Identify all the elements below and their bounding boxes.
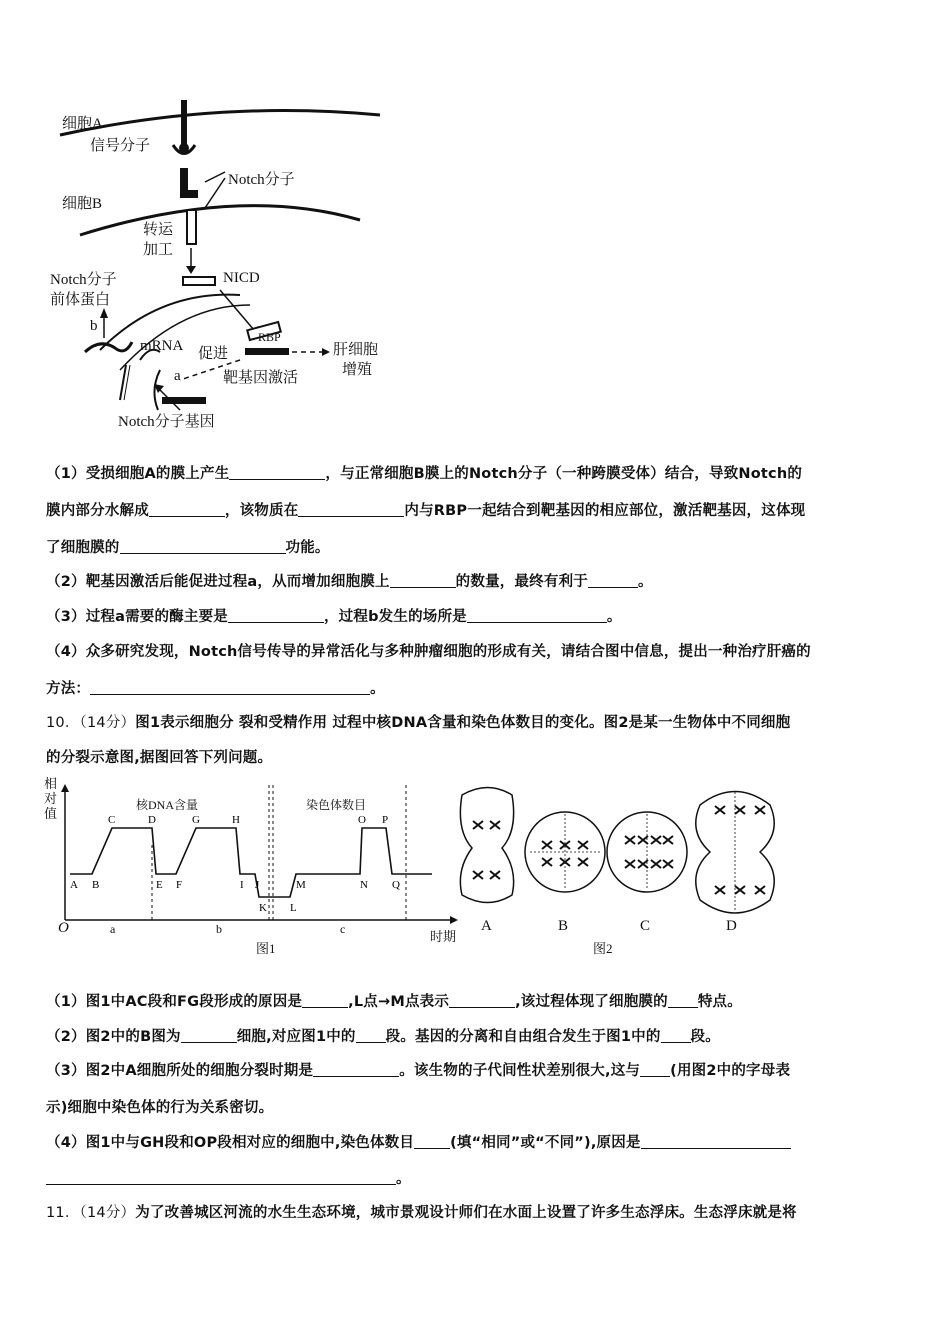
label-transport-2: 加工 <box>143 242 174 258</box>
answer-blank[interactable] <box>588 573 638 588</box>
point-label: I <box>240 879 244 891</box>
chromosome <box>490 821 500 829</box>
point-label: L <box>290 902 297 914</box>
notch-signaling-figure <box>40 90 400 440</box>
chromosome <box>542 841 552 849</box>
q9-p1-text-g: 功能。 <box>285 540 330 556</box>
q10-p1-text-c: ,该过程体现了细胞膜的 <box>515 994 668 1010</box>
q9-p1-text-b: ，与正常细胞B膜上的Notch分子（一种跨膜受体）结合，导致Notch的 <box>325 466 803 482</box>
label-a: a <box>174 368 181 384</box>
chromosome <box>755 886 765 894</box>
cell-label-b: B <box>558 918 569 934</box>
answer-blank[interactable] <box>229 465 325 480</box>
q9-p1-text-f: 了细胞膜的 <box>46 540 120 556</box>
notch-molecule <box>180 168 188 198</box>
label-cell-b: 细胞B <box>62 196 103 212</box>
answer-blank[interactable] <box>228 608 324 623</box>
label-precursor-1: Notch分子 <box>50 272 117 288</box>
nicd-rect <box>183 277 215 285</box>
q9-part4-line1 <box>46 640 811 661</box>
point-label: C <box>108 814 116 826</box>
q9-p4-text-c: 。 <box>370 681 385 697</box>
chromosome <box>473 821 483 829</box>
q9-p1-text-c: 膜内部分水解成 <box>46 503 149 519</box>
chromosome <box>638 836 648 844</box>
q10-p2-text-d: 段。 <box>690 1029 720 1045</box>
chromosome <box>715 886 725 894</box>
q11-header-text: 为了改善城区河流的水生生态环境，城市景观设计师们在水面上设置了许多生态浮床。生态浮床就是将 <box>135 1205 797 1221</box>
q10-header <box>46 711 790 732</box>
figure-1-title: 图1 <box>256 941 276 956</box>
q9-p1-text-d: ，该物质在 <box>224 503 299 519</box>
target-gene <box>245 348 289 355</box>
answer-blank[interactable] <box>668 993 698 1008</box>
cell-a <box>460 788 513 903</box>
answer-blank[interactable] <box>449 993 515 1008</box>
stage-c-label: c <box>340 922 346 936</box>
mrna-strand <box>85 342 132 352</box>
q9-p4-text-b: 方法： <box>46 681 91 697</box>
answer-blank[interactable] <box>298 502 404 517</box>
notch-vesicle <box>187 210 196 244</box>
chromosome <box>473 871 483 879</box>
q10-header-text: 图1表示细胞分 裂和受精作用 过程中核DNA含量和染色体数目的变化。图2是某一生物体中不同细胞 <box>135 715 791 731</box>
q10-part4-line1 <box>46 1131 791 1152</box>
q10-p2-text-a: （2）图2中的B图为 <box>46 1029 181 1045</box>
point-label: E <box>156 879 163 891</box>
answer-blank[interactable] <box>661 1028 691 1043</box>
chromosome <box>625 836 635 844</box>
point-label: P <box>382 814 389 826</box>
q10-p3-text-b: 。该生物的子代间性状差别很大,这与 <box>399 1063 641 1079</box>
point-label: D <box>148 814 156 826</box>
dna-annotation: 核DNA含量 <box>136 798 198 812</box>
cell-label-c: C <box>640 918 651 934</box>
label-rbp: RBP <box>258 330 281 344</box>
label-activation: 靶基因激活 <box>223 370 299 386</box>
label-signal: 信号分子 <box>90 138 151 154</box>
q9-part4-line2 <box>46 677 385 698</box>
chromosome <box>625 860 635 868</box>
q10-p4-text-b: (填“相同”或“不同”),原因是 <box>450 1135 641 1151</box>
cell-a-membrane <box>60 111 380 136</box>
answer-blank[interactable] <box>149 502 225 517</box>
answer-blank[interactable] <box>467 608 607 623</box>
point-label: F <box>176 879 183 891</box>
label-precursor-2: 前体蛋白 <box>50 292 111 308</box>
point-label: O <box>358 814 366 826</box>
label-notch: Notch分子 <box>228 172 295 188</box>
chromosome <box>542 858 552 866</box>
figure-2-title: 图2 <box>593 941 613 956</box>
q10-p2-text-b: 细胞,对应图1中的 <box>236 1029 356 1045</box>
q10-figures <box>40 770 920 970</box>
q10-part3-line2 <box>46 1096 273 1117</box>
q10-p3-text-c: (用图2中的字母表 <box>670 1063 791 1079</box>
chromosome <box>715 806 725 814</box>
q9-p3-text-c: 。 <box>606 609 622 625</box>
label-liver-2: 增殖 <box>342 362 373 378</box>
answer-blank[interactable] <box>46 1170 396 1185</box>
cell-label-a: A <box>481 918 492 934</box>
stage-a-label: a <box>110 922 116 936</box>
chromosome <box>735 886 745 894</box>
point-label: N <box>360 879 368 891</box>
signal-rod <box>181 100 187 150</box>
q9-part3 <box>46 605 622 626</box>
chromosome <box>651 836 661 844</box>
q11-header <box>46 1201 797 1222</box>
q10-p4-text-c: 。 <box>396 1171 411 1187</box>
q10-p3-text-d: 示)细胞中染色体的行为关系密切。 <box>46 1100 274 1116</box>
answer-blank[interactable] <box>356 1028 386 1043</box>
label-mrna: mRNA <box>140 338 184 354</box>
q10-part4-line2 <box>46 1167 411 1188</box>
answer-blank[interactable] <box>181 1028 237 1043</box>
point-label: Q <box>392 879 400 891</box>
series-line <box>70 828 432 897</box>
point-label: B <box>92 879 100 891</box>
q10-part2 <box>46 1025 720 1046</box>
point-label: M <box>296 879 306 891</box>
q10-header-line2 <box>46 746 272 767</box>
point-label: H <box>232 814 240 826</box>
answer-blank[interactable] <box>414 1134 450 1149</box>
cell-label-d: D <box>726 918 737 934</box>
notch-gene <box>162 397 206 404</box>
q10-p2-text-c: 段。基因的分离和自由组合发生于图1中的 <box>385 1029 661 1045</box>
label-nicd: NICD <box>223 270 260 286</box>
y-axis-label: 相对值 <box>44 776 58 821</box>
q9-p2-text-c: 。 <box>637 574 653 590</box>
q9-p4-text-a: （4）众多研究发现，Notch信号传导的异常活化与多种肿瘤细胞的形成有关，请结合图中信息，提出一种治疗肝癌的 <box>46 644 811 660</box>
chromosome <box>490 871 500 879</box>
answer-blank[interactable] <box>90 680 370 695</box>
chromosome <box>755 806 765 814</box>
q10-p1-text-d: 特点。 <box>697 994 742 1010</box>
q9-part1-line1 <box>46 462 802 483</box>
chromosome <box>663 836 673 844</box>
answer-blank[interactable] <box>390 573 456 588</box>
q10-part1 <box>46 990 742 1011</box>
cell-b-membrane <box>80 206 360 235</box>
origin-label: O <box>58 920 69 936</box>
chromosome <box>578 858 588 866</box>
answer-blank[interactable] <box>313 1062 399 1077</box>
chromosome <box>638 860 648 868</box>
chromosome <box>578 841 588 849</box>
q10-number: 10．（14分） <box>46 715 136 731</box>
q9-part2 <box>46 570 653 591</box>
q9-part1-line3 <box>46 536 330 557</box>
q10-header-text2: 的分裂示意图,据图回答下列问题。 <box>46 750 273 766</box>
q10-p1-text-b: ,L点→M点表示 <box>348 994 450 1010</box>
chromosome-annotation: 染色体数目 <box>306 798 367 812</box>
q11-number: 11．（14分） <box>46 1205 136 1221</box>
point-label: A <box>70 879 78 891</box>
label-gene: Notch分子基因 <box>118 414 215 430</box>
chromosome <box>651 860 661 868</box>
q10-p3-text-a: （3）图2中A细胞所处的细胞分裂时期是 <box>46 1063 314 1079</box>
chromosome <box>663 860 673 868</box>
point-label: K <box>259 902 267 914</box>
q9-p1-text-a: （1）受损细胞A的膜上产生 <box>46 466 230 482</box>
q9-p1-text-e: 内与RBP一起结合到靶基因的相应部位，激活靶基因，这体现 <box>404 503 806 519</box>
q10-p4-text-a: （4）图1中与GH段和OP段相对应的细胞中,染色体数目 <box>46 1135 415 1151</box>
q9-p3-text-b: ，过程b发生的场所是 <box>323 609 467 625</box>
stage-b-label: b <box>216 922 222 936</box>
answer-blank[interactable] <box>302 993 348 1008</box>
label-b: b <box>90 318 98 334</box>
q9-p2-text-a: （2）靶基因激活后能促进过程a，从而增加细胞膜上 <box>46 574 390 590</box>
q9-p3-text-a: （3）过程a需要的酶主要是 <box>46 609 228 625</box>
q9-part1-line2 <box>46 499 805 520</box>
x-axis-label: 时期 <box>430 929 457 944</box>
answer-blank[interactable] <box>641 1134 791 1149</box>
answer-blank[interactable] <box>120 539 286 554</box>
answer-blank[interactable] <box>640 1062 670 1077</box>
label-promote: 促进 <box>198 346 229 362</box>
point-label: G <box>192 814 200 826</box>
label-liver-1: 肝细胞 <box>333 342 379 358</box>
label-cell-a: 细胞A <box>62 116 103 132</box>
chromosome <box>735 806 745 814</box>
label-transport-1: 转运 <box>143 222 174 238</box>
point-label: J <box>255 879 260 891</box>
q9-p2-text-b: 的数量，最终有利于 <box>455 574 588 590</box>
q10-p1-text-a: （1）图1中AC段和FG段形成的原因是 <box>46 994 303 1010</box>
q10-part3-line1 <box>46 1059 790 1080</box>
